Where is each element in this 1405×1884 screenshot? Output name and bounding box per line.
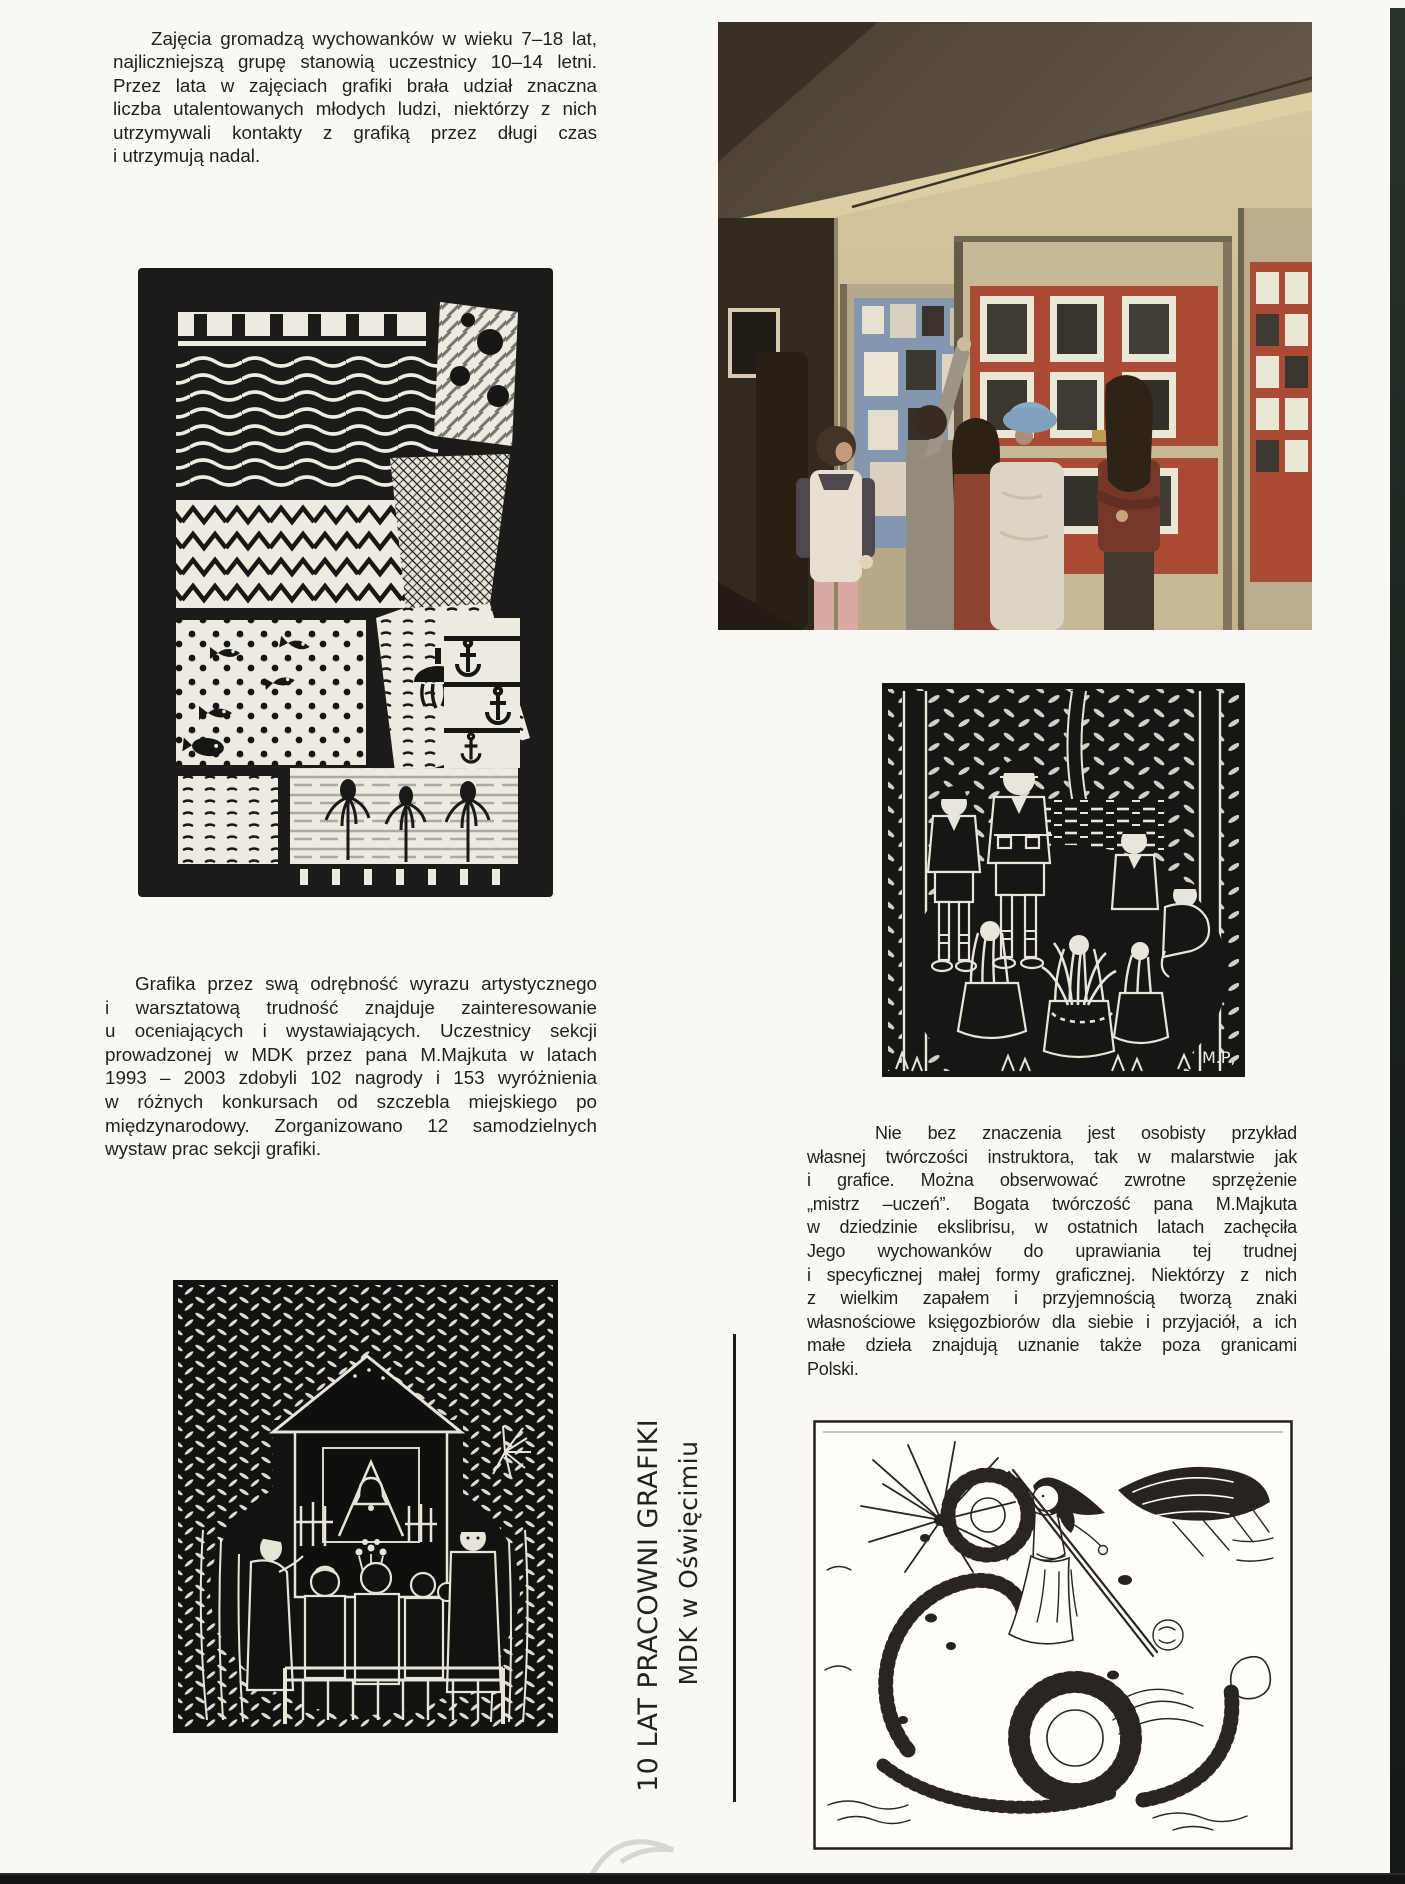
text-line: Nie bez znaczenia jest osobisty przykład [875,1123,1297,1143]
text-line: Polski. [807,1358,859,1379]
vertical-caption-line2: MDK w Oświęcimiu [674,1440,703,1686]
paragraph-right [807,1122,1297,1382]
text-line: 1993 – 2003 zdobyli 102 nagrody i 153 wyróżnienia [105,1067,597,1089]
text-line: u oceniających i wystawiających. Uczestnicy sekcji [105,1020,597,1042]
linocut-chapel [173,1280,558,1733]
text-line: Przez lata w zajęciach grafiki brała udział znaczna [113,74,597,96]
text-line: z wielkim zapałem i przyjemnością tworzą znaki [807,1288,1297,1309]
text-line: „mistrz –uczeń”. Bogata twórczość pana M.Majkuta [807,1193,1297,1214]
text-line: w dziedzinie ekslibrisu, w ostatnich latach zachęciła [807,1217,1297,1238]
text-line: najliczniejszą grupę stanowią uczestnicy 10–14 letni. [113,51,597,73]
text-line: międzynarodowy. Zorganizowano 12 samodzielnych [105,1114,597,1136]
paragraph-mid-left [105,972,597,1161]
text-line: utrzymywali kontakty z grafiką przez długi czas [113,121,597,143]
paragraph-top-left [113,27,597,167]
bridge-pattern [178,306,426,346]
text-line: małe dzieła znajdują uznanie także poza granicami [807,1335,1297,1356]
text-line: i specyficznej małej formy graficznej. Niektórzy z nich [807,1264,1297,1285]
balloons-panel [434,302,518,446]
text-line: liczba utalentowanych młodych ludzi, niektórzy z nich [113,98,597,120]
linocut-abstract-svg [138,268,553,897]
text-line: wystaw prac sekcji grafiki. [105,1138,322,1160]
text-line: i utrzymują nadal. [113,145,261,167]
linocut-abstract-sea [138,268,553,897]
text-line: własnej twórczości instruktora, tak w malarstwie jak [807,1146,1297,1167]
linocut-campfire [882,683,1245,1077]
page-edge-bottom [0,1873,1405,1884]
flowers-panel [290,768,518,864]
text-line: własnościowe księgozbiorów dla siebie i przyjaciół, a ich [807,1311,1297,1332]
artist-signature: M.P, [1202,1048,1236,1067]
etching-serpent-svg [813,1420,1293,1850]
text-line: i warsztatową trudność znajduje zainteresowanie [105,996,597,1018]
text-line: i grafice. Można obserwować zwrotne sprzężenie [807,1170,1297,1191]
etching-serpent [813,1420,1293,1850]
text-line: prowadzonej w MDK przez pana M.Majkuta w latach [105,1043,597,1065]
text-line: w różnych konkursach od szczebla miejskiego po [105,1090,597,1112]
text-line: Jego wychowanków do uprawiania tej trudnej [807,1240,1297,1261]
page-edge-right [1390,8,1405,1884]
vertical-caption [630,1334,736,1802]
water-panel [178,776,278,864]
linocut-chapel-svg [173,1280,558,1733]
vertical-caption-line1: 10 LAT PRACOWNI GRAFIKI [633,1418,664,1792]
fence-strip [290,866,518,888]
net-panel [390,454,510,608]
fish-panel [176,620,366,765]
exhibition-photo [718,22,1312,630]
exhibition-photo-svg [718,22,1312,630]
text-line: Grafika przez swą odrębność wyrazu artystycznego [135,973,597,994]
anchors-panel [444,618,520,768]
linocut-campfire-svg [882,683,1245,1077]
text-line: Zajęcia gromadzą wychowanków w wieku 7–18 lat, [151,28,597,49]
